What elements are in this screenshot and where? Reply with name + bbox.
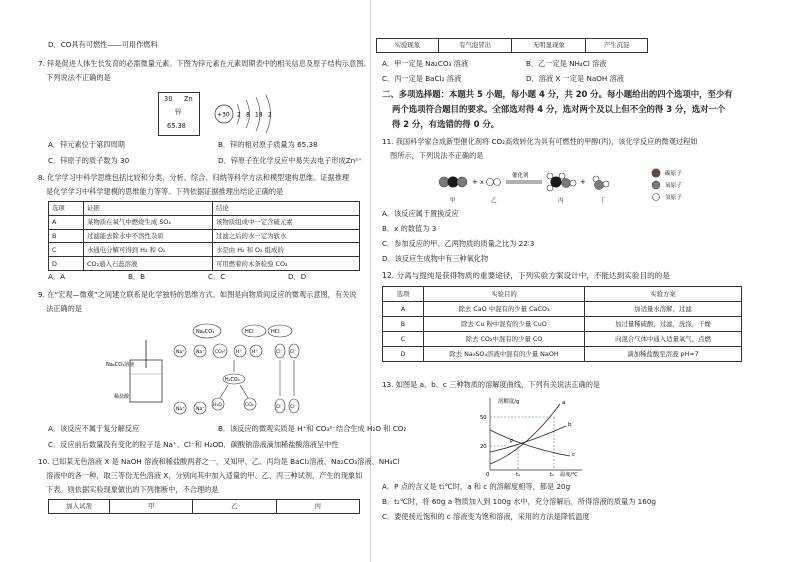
table-header-cell: 丙 xyxy=(276,500,359,514)
hydrogen-atom xyxy=(547,173,553,179)
ion-label: Na₂CO₃ xyxy=(196,329,215,335)
table-header-row xyxy=(383,287,742,302)
q10-option-b: B．乙一定是 NH₄Cl 溶液 xyxy=(526,59,607,68)
ion-label: H⁺ xyxy=(236,350,242,355)
hydrogen-atom xyxy=(603,181,609,187)
q10-stem: 10. 已知某无色溶液 X 是 NaOH 溶液和稀盐酸两者之一，又知甲、乙、丙均是 BaCl₂溶液、Na₂CO₃溶液、NH₄Cl xyxy=(38,457,400,466)
q9-option-b: B．该反应的微观实质是 H⁺和 CO₃²⁻结合生成 H₂O 和 CO₂ xyxy=(218,424,407,433)
table-cell: D xyxy=(383,347,424,362)
arrow-line xyxy=(240,385,248,398)
ion-label: H₂O xyxy=(213,403,222,408)
table-cell: 该物质组成中一定含硫元素 xyxy=(213,215,360,229)
q9-option-a: A．该反应不属于复分解反应 xyxy=(48,424,140,433)
table-cell: D xyxy=(49,257,84,271)
table-cell: 某物质在氧气中燃烧生成 SO₂ xyxy=(84,215,213,229)
legend-hydrogen-swatch xyxy=(653,194,660,201)
curve-c-label: c xyxy=(572,452,576,458)
q9-stem-2: 法正确的是 xyxy=(46,304,82,313)
table-header-cell: 选项 xyxy=(383,287,424,302)
q11-stem: 11. 我国科学家合成新型催化剂将 CO₂高效转化为具有可燃性的甲醇(丙)，该化学反应的微观过程如 xyxy=(382,137,698,146)
element-name: 锌 xyxy=(175,108,182,116)
oxygen-atom xyxy=(457,177,467,187)
q12-stem: 12. 分离与提纯是获得物质的重要途径，下列实验方案设计中，不能达到实验目的的是 xyxy=(382,271,670,280)
q10-stem-2: 溶液中的各一种，取三等份无色溶液 X，分别向其中加入适量的甲、乙、丙三种试剂，产生的现象如 xyxy=(46,471,363,480)
q13-stem: 13. 如图是 a、b、c 三种物质的溶解度曲线，下列有关说法正确的是 xyxy=(382,380,601,389)
legend-oxygen-swatch xyxy=(652,181,660,189)
q11-option-c: C．参加反应的甲、乙两物质的质量之比为 22∶3 xyxy=(382,239,535,248)
table-row xyxy=(49,243,360,257)
catalyst-label: 催化剂 xyxy=(512,173,529,179)
q7-stem: 7. 锌是促进人体生长发育的必需微量元素。下图为锌元素在元素周期表中的相关信息及原子结构示意图。 xyxy=(38,59,371,68)
table-row xyxy=(383,317,742,332)
solubility-curve-figure xyxy=(476,394,596,478)
table-cell: 无明显现象 xyxy=(512,39,586,53)
table-header-cell: 实验目的 xyxy=(424,287,585,302)
coefficient: x xyxy=(480,178,484,186)
table-row xyxy=(49,229,360,243)
species-name: 丁 xyxy=(600,198,606,204)
curve-c xyxy=(490,430,570,456)
curve-a xyxy=(490,404,560,464)
beaker-label: Na₂CO₃溶液 xyxy=(106,362,135,368)
x-tick-t1: t₁ xyxy=(516,472,521,478)
section-2-heading: 二、多项选择题：本题共 5 小题，每小题 4 分，共 20 分。每小题给出的四个选项中，至少有 xyxy=(382,89,733,99)
q11-option-d: D．该反应生成物中有三种氧化物 xyxy=(382,254,489,263)
x-tick-t2: t₂ xyxy=(550,472,555,478)
table-cell: 加适量水溶解，过滤 xyxy=(585,302,742,317)
table-cell: 水通电分解可得到 H₂ 和 O₂ xyxy=(84,243,213,257)
table-header-cell: 甲 xyxy=(110,500,193,514)
species-name: 乙 xyxy=(491,198,497,204)
ion-label: HCl xyxy=(245,329,254,335)
periodic-cell xyxy=(158,92,200,136)
table-cell: B xyxy=(383,317,424,332)
q10-option-a: A．甲一定是 Na₂CO₃ 溶液 xyxy=(382,59,469,68)
q7-option-a: A．锌元素位于第四周期 xyxy=(48,140,125,149)
atomic-number: 30 xyxy=(164,95,173,103)
table-header-row xyxy=(49,202,360,216)
zinc-atom-structure xyxy=(212,92,284,136)
q9-option-c: C．反应前后数量没有变化的粒子是 Na⁺、Cl⁻和 H₂O xyxy=(48,440,219,449)
table-cell: B xyxy=(49,229,84,243)
x-tick-0: 0 xyxy=(486,472,490,478)
q10-option-c: C．丙一定是 BaCl₂ 溶液 xyxy=(382,74,462,83)
q12-table xyxy=(382,286,742,362)
ion-label: CO₃²⁻ xyxy=(215,350,228,355)
table-row xyxy=(383,347,742,362)
table-header-cell: 实验方案 xyxy=(585,287,742,302)
plus-sign: + xyxy=(580,178,586,186)
q9-stem: 9. 在“宏观—微观”之间建立联系是化学独特的思维方式。如图是向物质间反应的微观示意图，有关说 xyxy=(38,290,357,299)
element-symbol: Zn xyxy=(184,95,193,103)
shell-count-3: 18 xyxy=(255,111,263,119)
x-axis-title: 温度/℃ xyxy=(560,472,578,478)
oxygen-atom xyxy=(595,181,604,190)
q13-option-c: C．要使接近饱和的 c 溶液变为饱和溶液，采用的方法是降低温度 xyxy=(382,512,590,521)
shell-count-2: 8 xyxy=(246,111,250,119)
q7-option-d: D．锌原子在化学反应中易失去电子形成Zn²⁺ xyxy=(218,156,362,165)
table-row xyxy=(49,215,360,229)
q8-stem-2: 是化学学习中科学建模的思维能力等等。下列依据证据推理出结论正确的是 xyxy=(46,187,284,196)
species-name: 甲 xyxy=(450,198,456,204)
ion-label: HCl xyxy=(271,329,280,335)
q11-option-b: B．x 的数值为 3 xyxy=(382,224,437,233)
y-tick-20: 20 xyxy=(480,444,487,450)
q8-stem: 8. 化学学习中科学思维包括比较和分类、分析、综合、归纳等科学方法和模型建构思维。证据推理 xyxy=(38,173,350,182)
column-divider xyxy=(370,0,371,562)
atomic-mass: 65.38 xyxy=(167,122,186,130)
ion-label: H⁺ xyxy=(252,350,258,355)
q10-stem-3: 下表。则依据实验现象做出的下列推断中，不合理的是 xyxy=(46,485,219,494)
point-p-label: P xyxy=(510,439,514,445)
q8-answer-c: C．C xyxy=(208,272,226,281)
ion-label: Cl⁻ xyxy=(276,350,283,355)
q8-answer-b: B．B xyxy=(128,272,146,281)
legend-carbon: 碳原子 xyxy=(665,171,682,177)
ion-label: Na⁺ xyxy=(176,407,185,412)
hydrogen-atom xyxy=(570,180,576,186)
methanol-reaction-diagram xyxy=(436,165,746,205)
ion-label: Cl⁻ xyxy=(276,405,283,410)
ion-label: Na⁺ xyxy=(196,350,205,355)
reaction-diagram xyxy=(104,316,304,420)
table-cell: 水是由 H₂ 和 O₂ 组成的 xyxy=(213,243,360,257)
dropper-label: 稀盐酸 xyxy=(114,394,130,400)
hydrogen-atom xyxy=(559,173,565,179)
table-cell: 可用燃着的木条检验 CO₂ xyxy=(213,257,360,271)
table-cell: 滴加稀盐酸至溶液 pH=7 xyxy=(585,347,742,362)
q8-answer-d: D．D xyxy=(288,272,307,281)
oxygen-atom xyxy=(562,179,571,188)
table-row xyxy=(377,39,648,53)
table-header-cell: 证据 xyxy=(84,202,213,216)
shell-count-1: 2 xyxy=(237,111,241,119)
y-axis-title: 溶解度/g xyxy=(498,399,520,405)
q11-stem-2: 图所示，下列说法不正确的是 xyxy=(390,151,484,160)
hydrogen-atom xyxy=(494,179,501,186)
ion-label: Cl⁻ xyxy=(290,350,297,355)
table-header-cell: 选项 xyxy=(49,202,84,216)
ion-label: H₂CO₃ xyxy=(225,378,240,383)
curve-b xyxy=(490,426,566,452)
table-header-cell: 加入试剂 xyxy=(49,500,110,514)
section-2-line-3: 得 2 分，有选错的得 0 分。 xyxy=(392,119,500,129)
q13-option-a: A．P 点的含义是 t₁℃时，a 和 c 的溶解度相等，都是 20g xyxy=(382,482,571,491)
q7-stem-2: 下列说法不正确的是 xyxy=(46,73,111,82)
hydrogen-atom xyxy=(547,185,553,191)
table-cell: 向混合气体中通入适量氧气，点燃 xyxy=(585,332,742,347)
ion-label: CO₂ xyxy=(245,403,254,408)
table-cell: 除去 CaO 中混有的少量 CaCO₃ xyxy=(424,302,585,317)
table-row xyxy=(49,257,360,271)
table-header-cell: 结论 xyxy=(213,202,360,216)
table-cell: 除去 Na₂SO₄溶液中混有的少量 NaOH xyxy=(424,347,585,362)
q9-option-d: D．碳酸钠溶液滴加稀盐酸溶液呈中性 xyxy=(218,440,339,449)
table-cell: 除去 Cu 粉中混有的少量 CuO xyxy=(424,317,585,332)
table-cell: A xyxy=(49,215,84,229)
table-header-cell: 乙 xyxy=(193,500,276,514)
table-row xyxy=(383,302,742,317)
table-cell: 产生沉淀 xyxy=(586,39,648,53)
q7-option-b: B．锌的相对原子质量为 65.38 xyxy=(218,140,318,149)
table-cell: 有气泡冒出 xyxy=(438,39,512,53)
legend-oxygen: 氧原子 xyxy=(665,183,682,189)
plus-sign: + xyxy=(472,178,478,186)
table-cell: C xyxy=(49,243,84,257)
ion-label: Na⁺ xyxy=(176,350,185,355)
table-header-row xyxy=(49,500,360,514)
section-2-line-2: 两个选项符合题目的要求。全部选对得 4 分，选对两个及以上但不全的得 3 分，选对一个 xyxy=(392,104,726,114)
q10-table xyxy=(48,499,360,514)
q11-option-a: A．该反应属于置换反应 xyxy=(382,209,459,218)
table-cell: 过滤之后的水一定为软水 xyxy=(213,229,360,243)
ion-label: Na⁺ xyxy=(196,407,205,412)
curve-a-label: a xyxy=(562,400,566,406)
q10-result-table xyxy=(376,38,648,53)
table-cell: A xyxy=(383,302,424,317)
q7-option-c: C．锌原子的质子数为 30 xyxy=(48,156,130,165)
legend-carbon-swatch xyxy=(652,169,661,178)
table-row xyxy=(383,332,742,347)
table-cell: 加过量稀硫酸，过滤，洗涤，干燥 xyxy=(585,317,742,332)
table-cell: 实验现象 xyxy=(377,39,439,53)
table-cell: CO₂通入石蕊溶液 xyxy=(84,257,213,271)
ion-label: Cl⁻ xyxy=(290,405,297,410)
q6-option-d: D．CO具有可燃性——可用作燃料 xyxy=(48,40,158,49)
q8-table xyxy=(48,201,360,271)
table-cell: C xyxy=(383,332,424,347)
nucleus-charge: +30 xyxy=(217,111,230,119)
q10-option-d: D．溶液 X 一定是 NaOH 溶液 xyxy=(526,74,624,83)
arrow-line xyxy=(220,385,228,398)
table-cell: 过滤能去除水中不溶性杂质 xyxy=(84,229,213,243)
y-tick-50: 50 xyxy=(480,415,487,421)
hydrogen-atom xyxy=(487,179,494,186)
legend-hydrogen: 氢原子 xyxy=(665,195,682,201)
table-cell: 除去 CO₂中混有的少量 CO xyxy=(424,332,585,347)
curve-b-label: b xyxy=(568,422,572,428)
shell-count-4: 2 xyxy=(268,111,272,119)
species-name: 丙 xyxy=(558,198,564,204)
q13-option-b: B．t₂℃时，将 60g a 物质加入到 100g 水中，充分溶解后，所得溶液的质量为 160g xyxy=(382,497,656,506)
q8-answer-a: A．A xyxy=(48,272,66,281)
